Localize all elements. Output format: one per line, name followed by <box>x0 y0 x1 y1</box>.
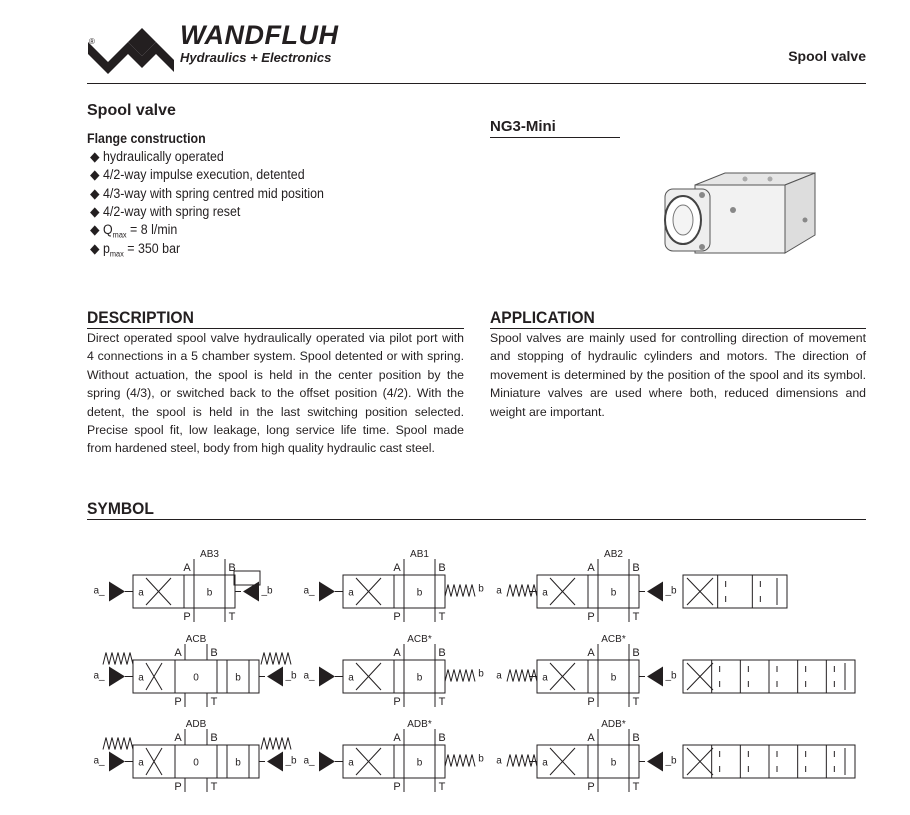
symbol-code: ACB <box>185 634 207 645</box>
actuator-label-b: _b <box>665 670 677 682</box>
port-label-t: T <box>210 696 218 708</box>
feature-item: ◆ 4/3-way with spring centred mid position <box>90 186 324 201</box>
actuator-label-a: a <box>496 585 502 597</box>
symbol-code: ADB <box>185 719 207 730</box>
port-label-p: P <box>393 611 401 623</box>
application-text: Spool valves are mainly used for controlling direction of movement and stopping of hydraulic cylinders and motors. The direction of movement is determined by the position of the spool and its symbol. Miniature valves are used where both, reduced dimensions and weight are important. <box>490 331 866 419</box>
detent-icon <box>234 571 260 585</box>
spring-icon <box>507 670 537 682</box>
actuator-label-b: b <box>478 753 484 765</box>
symbol-code: ADB* <box>601 719 626 730</box>
pilot-arrow-icon <box>319 752 335 772</box>
spring-icon <box>445 585 475 597</box>
simplified-symbol <box>683 575 787 608</box>
actuator-label-b: b <box>478 668 484 680</box>
description-text: Direct operated spool valve hydraulically operated via pilot port with 4 connections in a 5 chamber system. Spool detented or with spring. Without actuation, the spool is held in the center position by the spring (4/3), or switched back to the offset position (4/2). With the detent, the spool is held in the last switching position selected. Precise spool fit, low leakage, long service life time. Spool made from hardened steel, body from high quality hydraulic cast steel. <box>87 331 464 456</box>
port-label-t: T <box>632 611 640 623</box>
position-label-a: a <box>542 587 548 599</box>
port-label-b: B <box>632 562 640 574</box>
description-heading: DESCRIPTION <box>87 308 194 327</box>
position-label-b: b <box>610 587 617 599</box>
port-label-b: B <box>228 562 236 574</box>
symbol-code: ADB* <box>407 719 432 730</box>
port-label-t: T <box>228 611 236 623</box>
actuator-label-a: a_ <box>93 670 105 682</box>
valve-product-image <box>655 165 835 265</box>
pilot-arrow-icon <box>647 752 663 772</box>
actuator-label-a: a <box>496 755 502 767</box>
actuator-label-a: a_ <box>303 585 315 597</box>
pilot-arrow-icon <box>319 667 335 687</box>
document-title: Spool valve <box>788 48 866 64</box>
port-label-t: T <box>438 781 446 793</box>
port-label-b: B <box>632 732 640 744</box>
port-label-p: P <box>174 781 182 793</box>
feature-item: ◆ 4/2-way with spring reset <box>90 204 241 219</box>
symbol-code: ACB* <box>601 634 626 645</box>
port-label-a: A <box>587 647 595 659</box>
position-label-b: b <box>416 757 423 769</box>
port-label-a: A <box>183 562 191 574</box>
port-label-a: A <box>587 732 595 744</box>
port-label-t: T <box>632 781 640 793</box>
spring-icon <box>507 585 537 597</box>
port-label-a: A <box>174 732 182 744</box>
port-label-b: B <box>438 732 446 744</box>
spring-icon <box>445 670 475 682</box>
port-label-t: T <box>438 696 446 708</box>
actuator-label-a: a_ <box>303 670 315 682</box>
position-label-b: b <box>610 672 617 684</box>
application-heading: APPLICATION <box>490 308 595 327</box>
actuator-label-b: _b <box>285 670 297 682</box>
port-label-a: A <box>174 647 182 659</box>
position-label-b: b <box>206 587 213 599</box>
actuator-label-a: a <box>496 670 502 682</box>
port-label-a: A <box>393 732 401 744</box>
position-label-b: b <box>610 757 617 769</box>
port-label-b: B <box>210 732 218 744</box>
actuator-label-b: _b <box>665 755 677 767</box>
product-subtitle: Flange construction <box>87 131 206 146</box>
pilot-arrow-icon <box>109 752 125 772</box>
feature-qmax: ◆ $Q_{max} = 8$ l/min <box>90 222 178 240</box>
feature-pmax: ◆ $p_{max} = 350$ bar <box>90 241 181 259</box>
header-divider <box>87 83 866 84</box>
port-label-a: A <box>393 647 401 659</box>
size-underline <box>490 137 620 138</box>
registered-mark: ® <box>89 37 95 46</box>
symbol-code: AB3 <box>200 549 219 560</box>
position-label-a: a <box>138 587 144 599</box>
spring-icon <box>445 755 475 767</box>
feature-item: ◆ hydraulically operated <box>90 149 224 164</box>
actuator-label-b: _b <box>285 755 297 767</box>
actuator-label-a: a_ <box>93 585 105 597</box>
spring-icon <box>103 738 133 750</box>
pilot-arrow-icon <box>647 667 663 687</box>
port-label-p: P <box>587 611 595 623</box>
actuator-label-b: _b <box>261 585 273 597</box>
position-label-b: b <box>416 672 423 684</box>
position-label-b: b <box>416 587 423 599</box>
position-label-a: a <box>348 757 354 769</box>
size-label: NG3-Mini <box>490 118 556 135</box>
position-label-b: b <box>235 757 241 769</box>
symbol-code: AB1 <box>410 549 429 560</box>
port-label-b: B <box>438 647 446 659</box>
position-label-a: a <box>348 672 354 684</box>
position-label-a: a <box>138 757 144 769</box>
port-label-p: P <box>587 696 595 708</box>
pilot-arrow-icon <box>267 667 283 687</box>
port-label-t: T <box>438 611 446 623</box>
position-label-a: a <box>138 672 144 684</box>
port-label-b: B <box>210 647 218 659</box>
spring-icon <box>507 755 537 767</box>
port-label-b: B <box>438 562 446 574</box>
symbol-divider <box>87 519 866 520</box>
port-label-p: P <box>393 781 401 793</box>
port-label-p: P <box>587 781 595 793</box>
position-label-0: 0 <box>193 672 199 684</box>
actuator-label-b: _b <box>665 585 677 597</box>
actuator-label-b: b <box>478 583 484 595</box>
port-label-p: P <box>393 696 401 708</box>
position-label-b: b <box>235 672 241 684</box>
spring-icon <box>103 653 133 665</box>
symbol-code: AB2 <box>604 549 623 560</box>
actuator-label-a: a_ <box>303 755 315 767</box>
feature-item: ◆ 4/2-way impulse execution, detented <box>90 167 305 182</box>
port-label-b: B <box>632 647 640 659</box>
port-label-t: T <box>210 781 218 793</box>
actuator-label-a: a_ <box>93 755 105 767</box>
port-label-p: P <box>174 696 182 708</box>
port-label-a: A <box>393 562 401 574</box>
product-title: Spool valve <box>87 102 176 119</box>
port-label-p: P <box>183 611 191 623</box>
pilot-arrow-icon <box>319 582 335 602</box>
position-label-a: a <box>542 672 548 684</box>
port-label-a: A <box>587 562 595 574</box>
brand-tagline: Hydraulics + Electronics <box>180 50 332 65</box>
position-label-0: 0 <box>193 757 199 769</box>
spring-icon <box>261 738 291 750</box>
brand-name: WANDFLUH <box>180 20 339 50</box>
pilot-arrow-icon <box>109 582 125 602</box>
position-label-a: a <box>542 757 548 769</box>
wandfluh-logo-icon <box>86 20 178 76</box>
pilot-arrow-icon <box>647 582 663 602</box>
position-label-a: a <box>348 587 354 599</box>
pilot-arrow-icon <box>267 752 283 772</box>
pilot-arrow-icon <box>109 667 125 687</box>
symbol-heading: SYMBOL <box>87 499 154 518</box>
symbol-code: ACB* <box>407 634 432 645</box>
spring-icon <box>261 653 291 665</box>
port-label-t: T <box>632 696 640 708</box>
hydraulic-symbols <box>0 530 910 815</box>
